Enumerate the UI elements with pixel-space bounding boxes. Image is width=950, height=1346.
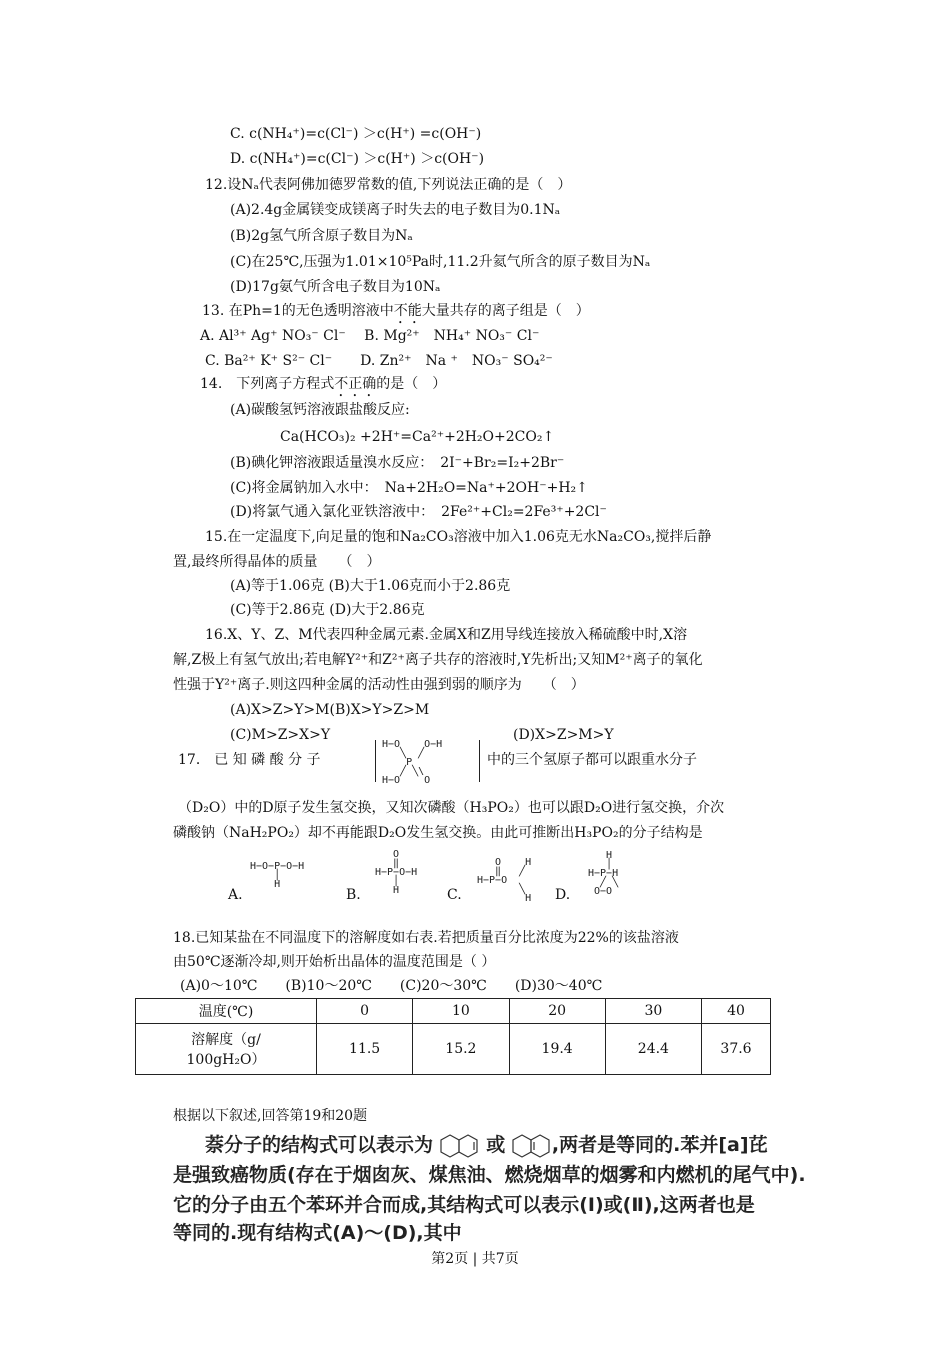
q15-options-cd: (C)等于2.86克 (D)大于2.86克 [230, 602, 425, 618]
q18-stem-1: 18.已知某盐在不同温度下的溶解度如右表.若把质量百分比浓度为22%的该盐溶液 [173, 930, 679, 946]
table-cell: 40 [702, 999, 771, 1024]
phosphoric-acid-structure: H−O O−H ╲ ╱ P ╱ ╲\ H−O O [382, 739, 443, 786]
q14-option-b: (B)碘化钾溶液跟适量溴水反应： 2I⁻+Br₂=I₂+2Br⁻ [230, 455, 565, 471]
passage-line-1-mid: 或 [486, 1134, 506, 1156]
passage-line-2: 是强致癌物质(存在于烟囱灰、煤焦油、燃烧烟草的烟雾和内燃机的尾气中). [173, 1164, 806, 1186]
passage-line-1 [205, 1131, 768, 1159]
q18-stem-2: 由50℃逐渐冷却,则开始析出晶体的温度范围是（ ） [173, 954, 496, 970]
q15-stem-2: 置,最终所得晶体的质量 （ ） [173, 554, 381, 570]
q12-stem: 12.设Nₐ代表阿佛加德罗常数的值,下列说法正确的是（ ） [205, 177, 572, 193]
q13-options-ab: A. Al³⁺ Ag⁺ NO₃⁻ Cl⁻ B. Mg²⁺ NH₄⁺ NO₃⁻ Cl⁻ [200, 328, 540, 344]
q14-stem-post: 的是（ ） [376, 376, 447, 392]
q14-option-a-equation: Ca(HCO₃)₂ +2H⁺=Ca²⁺+2H₂O+2CO₂↑ [280, 429, 555, 445]
table-cell: 15.2 [413, 1024, 509, 1075]
q17-stem-post: 中的三个氢原子都可以跟重水分子 [487, 752, 697, 768]
naphthalene-alt-icon [512, 1133, 552, 1159]
q14-option-d: (D)将氯气通入氯化亚铁溶液中： 2Fe²⁺+Cl₂=2Fe³⁺+2Cl⁻ [230, 504, 607, 520]
q16-stem-3: 性强于Y²⁺离子.则这四种金属的活动性由强到弱的顺序为 （ ） [173, 677, 585, 693]
table-header-temperature: 温度(℃) [136, 999, 317, 1024]
q14-stem [200, 374, 446, 400]
q17-stem-pre: 17． 已 知 磷 酸 分 子 [178, 752, 321, 768]
q12-option-b: (B)2g氢气所含原子数目为Nₐ [230, 228, 413, 244]
q13-stem-post: 大量共存的离子组是（ ） [421, 303, 590, 319]
q14-option-c: (C)将金属钠加入水中： Na+2H₂O=Na⁺+2OH⁻+H₂↑ [230, 480, 588, 496]
table-cell: 10 [413, 999, 509, 1024]
q16-stem-1: 16.X、Y、Z、M代表四种金属元素.金属X和Z用导线连接放入稀硫酸中时,X溶 [205, 627, 688, 643]
q16-stem-2: 解,Z极上有氢气放出;若电解Y²⁺和Z²⁺离子共存的溶液时,Y先析出;又知M²⁺离子的氧化 [173, 652, 703, 668]
table-cell: 30 [605, 999, 701, 1024]
q18-options: (A)0～10℃ (B)10～20℃ (C)20～30℃ (D)30～40℃ [180, 978, 603, 994]
q17-option-c-structure: O H ‖ ╱ H−P−O ╲ H [477, 857, 532, 904]
q13-stem [202, 301, 590, 327]
page-footer: 第2页 | 共7页 [431, 1251, 519, 1267]
q13-stem-pre: 13. 在Ph=1的无色透明溶液中 [202, 303, 394, 319]
q17-option-d-structure: H │ H−P−H ╱ ╲ O−O [588, 850, 619, 897]
solubility-table [135, 998, 771, 1075]
q17-option-b-label: B. [346, 887, 361, 903]
table-cell: 19.4 [509, 1024, 605, 1075]
q17-option-a-structure: H−O−P−O−H │ H [250, 861, 305, 890]
q16-option-d: (D)X>Z>M>Y [513, 727, 614, 743]
table-cell: 20 [509, 999, 605, 1024]
q17-line-2: （D₂O）中的D原子发生氢交换，又知次磷酸（H₃PO₂）也可以跟D₂O进行氢交换，介次 [178, 800, 725, 816]
q16-options-ab: (A)X>Z>Y>M(B)X>Y>Z>M [230, 702, 430, 718]
table-header-solubility: 溶解度（g/ 100gH₂O） [136, 1024, 317, 1075]
q14-option-a: (A)碳酸氢钙溶液跟盐酸反应: [230, 402, 410, 418]
q12-option-c: (C)在25℃,压强为1.01×10⁵Pa时,11.2升氦气所含的原子数目为Nₐ [230, 254, 651, 270]
q11-option-c: C. c(NH₄⁺)=c(Cl⁻) ＞c(H⁺) =c(OH⁻) [230, 126, 482, 142]
q16-option-c: (C)M>Z>X>Y [230, 727, 331, 743]
table-cell: 11.5 [317, 1024, 413, 1075]
q17-option-d-label: D. [555, 887, 571, 903]
table-cell: 37.6 [702, 1024, 771, 1075]
q15-options-ab: (A)等于1.06克 (B)大于1.06克而小于2.86克 [230, 578, 511, 594]
passage-line-1-pre: 萘分子的结构式可以表示为 [205, 1134, 434, 1156]
passage-line-3: 它的分子由五个苯环并合而成,其结构式可以表示(Ⅰ)或(Ⅱ),这两者也是 [173, 1194, 755, 1216]
q12-option-d: (D)17g氨气所含电子数目为10Nₐ [230, 279, 441, 295]
q17-option-b-structure: O ‖ H−P−O−H │ H [375, 849, 418, 896]
q13-stem-emphasis: 不能 [393, 303, 422, 319]
q17-option-c-label: C. [447, 887, 462, 903]
q17-line-3: 磷酸钠（NaH₂PO₂）却不再能跟D₂O发生氢交换。由此可推断出H₃PO₂的分子结构是 [173, 825, 703, 841]
q15-stem-1: 15.在一定温度下,向足量的饱和Na₂CO₃溶液中加入1.06克无水Na₂CO₃,搅拌后静 [205, 529, 712, 545]
table-cell: 24.4 [605, 1024, 701, 1075]
intro-19-20: 根据以下叙述,回答第19和20题 [173, 1108, 368, 1124]
table-row [136, 999, 771, 1024]
q14-stem-emphasis: 不正确 [334, 376, 377, 392]
q11-option-d: D. c(NH₄⁺)=c(Cl⁻) ＞c(H⁺) ＞c(OH⁻) [230, 151, 485, 167]
table-row [136, 1024, 771, 1075]
table-cell: 0 [317, 999, 413, 1024]
naphthalene-icon [440, 1133, 480, 1159]
q12-option-a: (A)2.4g金属镁变成镁离子时失去的电子数目为0.1Nₐ [230, 202, 561, 218]
passage-line-1-post: ,两者是等同的.苯并[a]芘 [551, 1134, 768, 1156]
q17-option-a-label: A. [228, 887, 243, 903]
q14-stem-pre: 14. 下列离子方程式 [200, 376, 335, 392]
q13-options-cd: C. Ba²⁺ K⁺ S²⁻ Cl⁻ D. Zn²⁺ Na ⁺ NO₃⁻ SO₄²⁻ [205, 353, 553, 369]
passage-line-4: 等同的.现有结构式(A)～(D),其中 [173, 1222, 462, 1244]
